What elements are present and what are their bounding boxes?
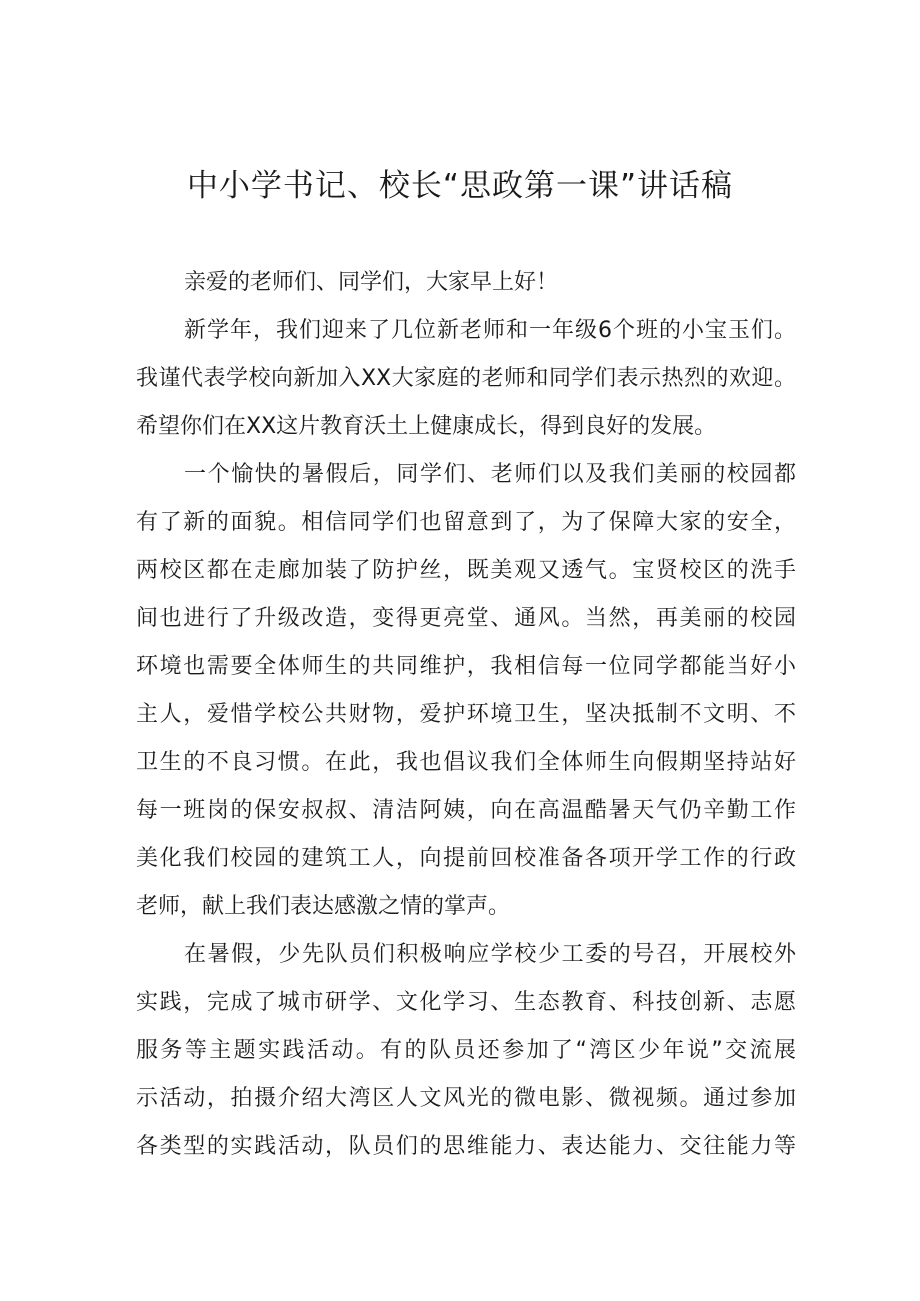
paragraph-line: 美化我们校园的建筑工人，向提前回校准备各项开学工作的行政 xyxy=(136,846,796,871)
greeting-line: 亲爱的老师们、同学们，大家早上好！ xyxy=(184,270,559,295)
paragraph-line: 各类型的实践活动，队员们的思维能力、表达能力、交往能力等 xyxy=(136,1134,796,1159)
paragraph-line: 有了新的面貌。相信同学们也留意到了，为了保障大家的安全， xyxy=(136,510,796,535)
paragraph-line: 卫生的不良习惯。在此，我也倡议我们全体师生向假期坚持站好 xyxy=(136,750,796,775)
paragraph-line: 两校区都在走廊加装了防护丝，既美观又透气。宝贤校区的洗手 xyxy=(136,558,796,583)
paragraph-line: 服务等主题实践活动。有的队员还参加了“湾区少年说”交流展 xyxy=(136,1038,796,1063)
paragraph-line: 间也进行了升级改造，变得更亮堂、通风。当然，再美丽的校园 xyxy=(136,606,796,631)
paragraph-line: 示活动，拍摄介绍大湾区人文风光的微电影、微视频。通过参加 xyxy=(136,1086,796,1111)
paragraph-line: 希望你们在XX这片教育沃土上健康成长，得到良好的发展。 xyxy=(136,414,717,439)
paragraph-line: 每一班岗的保安叔叔、清洁阿姨，向在高温酷暑天气仍辛勤工作 xyxy=(136,798,796,823)
paragraph-line: 我谨代表学校向新加入XX大家庭的老师和同学们表示热烈的欢迎。 xyxy=(136,366,796,391)
paragraph-line: 新学年，我们迎来了几位新老师和一年级6个班的小宝玉们。 xyxy=(184,318,796,343)
paragraph-line: 环境也需要全体师生的共同维护，我相信每一位同学都能当好小 xyxy=(136,654,796,679)
paragraph-line: 一个愉快的暑假后，同学们、老师们以及我们美丽的校园都 xyxy=(184,462,796,487)
paragraph-line: 在暑假，少先队员们积极响应学校少工委的号召，开展校外 xyxy=(184,942,796,967)
paragraph-line: 主人，爱惜学校公共财物，爱护环境卫生，坚决抵制不文明、不 xyxy=(136,702,796,727)
paragraph-line: 老师，献上我们表达感激之情的掌声。 xyxy=(136,894,511,919)
paragraph-line: 实践，完成了城市研学、文化学习、生态教育、科技创新、志愿 xyxy=(136,990,796,1015)
document-title: 中小学书记、校长“思政第一课”讲话稿 xyxy=(186,168,734,204)
